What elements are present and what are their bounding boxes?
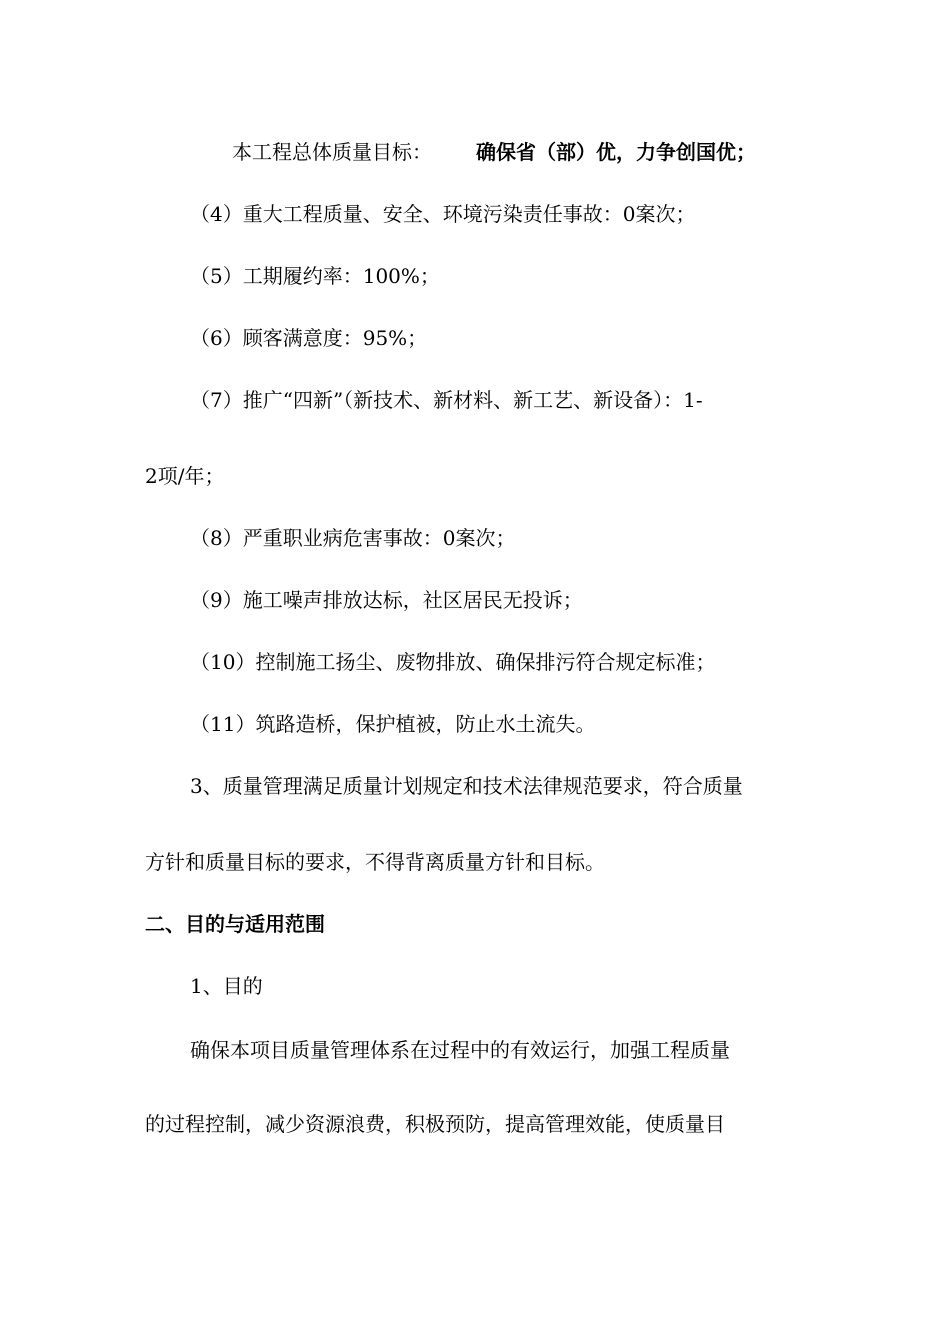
- purpose-line-2: 的过程控制，减少资源浪费，积极预防，提高管理效能，使质量目: [145, 1112, 725, 1136]
- paragraph-3-line-2: 方针和质量目标的要求，不得背离质量方针和目标。: [145, 850, 605, 874]
- quality-goal-value: 确保省（部）优，力争创国优；: [476, 140, 756, 164]
- purpose-line-1: 确保本项目质量管理体系在过程中的有效运行，加强工程质量: [190, 1038, 730, 1062]
- section-heading: 二、目的与适用范围: [145, 912, 325, 936]
- item-7-continued: 2项/年；: [145, 464, 225, 488]
- item-8: （8）严重职业病危害事故：0案次；: [190, 526, 516, 550]
- item-10: （10）控制施工扬尘、废物排放、确保排污符合规定标准；: [190, 650, 716, 674]
- item-7: （7）推广“四新”（新技术、新材料、新工艺、新设备）：1-: [190, 388, 703, 412]
- item-5: （5）工期履约率：100%；: [190, 264, 440, 288]
- item-11: （11）筑路造桥，保护植被，防止水土流失。: [190, 712, 596, 736]
- paragraph-3-line-1: 3、质量管理满足质量计划规定和技术法律规范要求，符合质量: [190, 774, 743, 798]
- item-4: （4）重大工程质量、安全、环境污染责任事故：0案次；: [190, 202, 696, 226]
- subsection-heading: 1、目的: [190, 974, 263, 998]
- item-9: （9）施工噪声排放达标，社区居民无投诉；: [190, 588, 583, 612]
- quality-goal-line: [232, 138, 756, 166]
- item-6: （6）顾客满意度：95%；: [190, 326, 428, 350]
- quality-goal-label: 本工程总体质量目标：: [232, 140, 432, 164]
